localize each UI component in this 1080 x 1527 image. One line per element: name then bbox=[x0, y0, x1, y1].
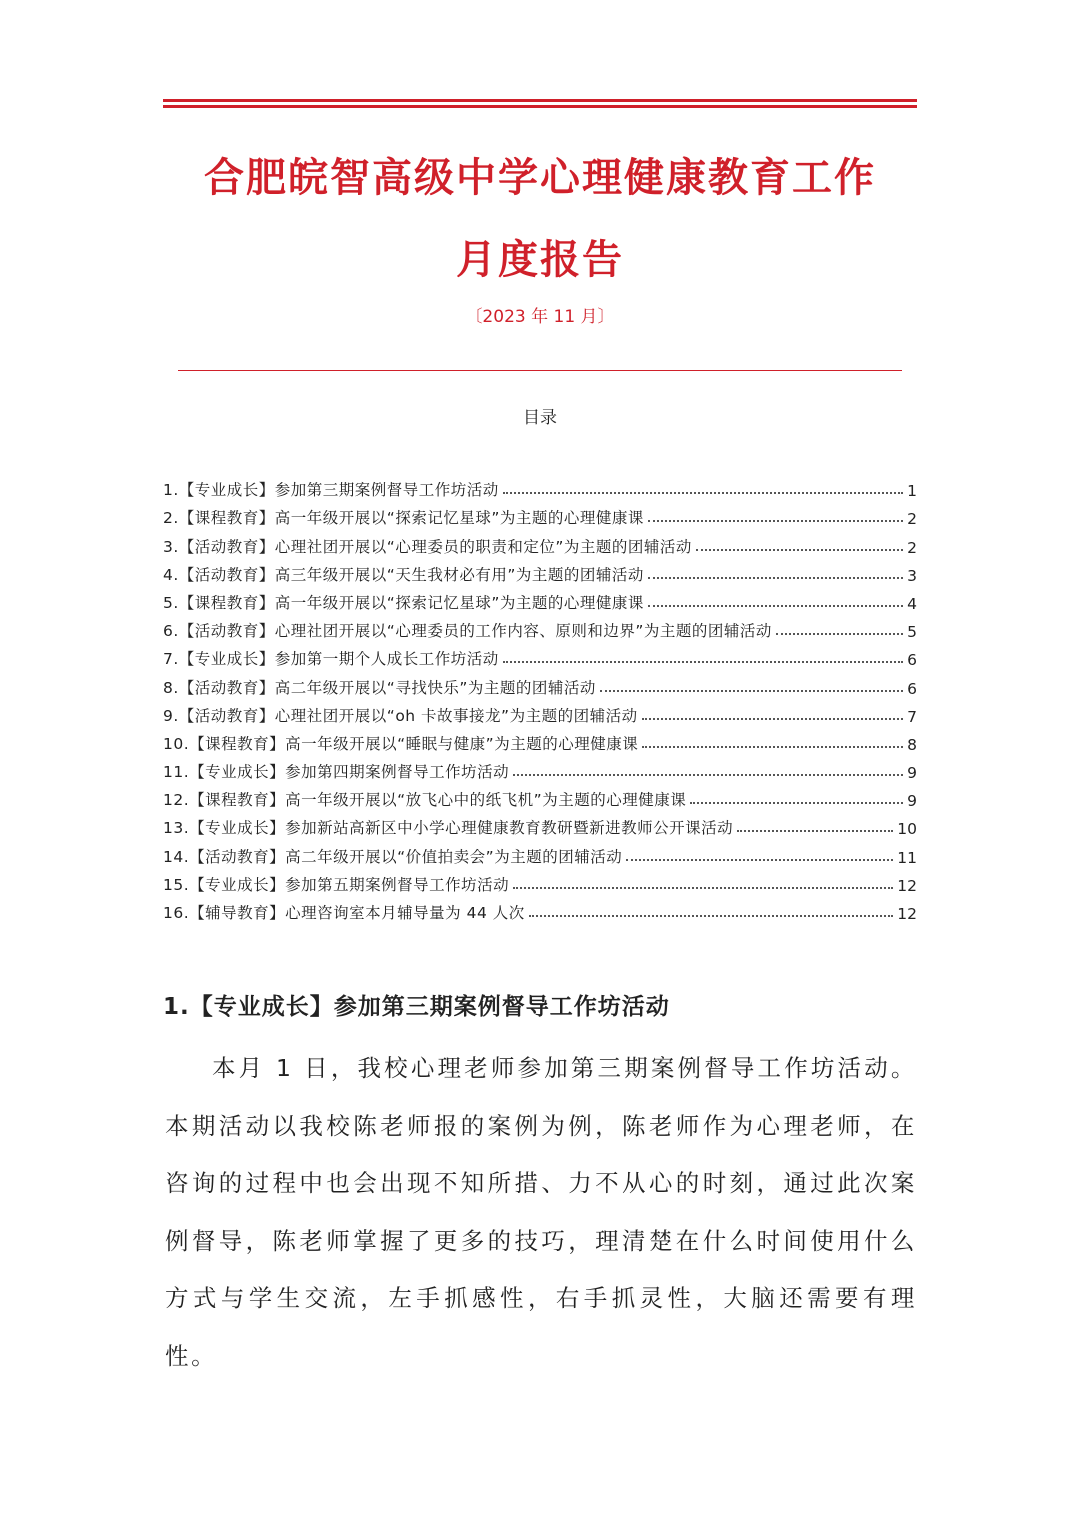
toc-page-number: 4 bbox=[907, 594, 917, 613]
toc-dot-leader bbox=[690, 802, 903, 804]
toc-entry[interactable] bbox=[163, 613, 917, 641]
toc-dot-leader bbox=[503, 492, 903, 494]
toc-page-number: 6 bbox=[907, 679, 917, 698]
section-paragraph: 本月 1 日，我校心理老师参加第三期案例督导工作坊活动。本期活动以我校陈老师报的案例为例，陈老师作为心理老师，在咨询的过程中也会出现不知所措、力不从心的时刻，通过此次案例督导，陈老师掌握了更多的技巧，理清楚在什么时间使用什么方式与学生交流，左手抓感性，右手抓灵性，大脑还需要有理性。 bbox=[165, 1054, 917, 1370]
toc-page-number: 6 bbox=[907, 651, 917, 670]
toc-entry[interactable] bbox=[163, 472, 917, 500]
toc-entry[interactable] bbox=[163, 867, 917, 895]
toc-page-number: 7 bbox=[907, 707, 917, 726]
toc-dot-leader bbox=[648, 520, 903, 522]
toc-entry[interactable] bbox=[163, 528, 917, 556]
toc-page-number: 3 bbox=[907, 566, 917, 585]
toc-dot-leader bbox=[696, 549, 903, 551]
toc-dot-leader bbox=[503, 661, 903, 663]
toc-page-number: 2 bbox=[907, 538, 917, 557]
toc-entry[interactable] bbox=[163, 810, 917, 838]
toc-dot-leader bbox=[648, 577, 903, 579]
toc-page-number: 10 bbox=[897, 820, 917, 839]
toc-entry-text: 6.【活动教育】心理社团开展以“心理委员的工作内容、原则和边界”为主题的团辅活动 bbox=[163, 622, 772, 641]
toc-dot-leader bbox=[737, 830, 893, 832]
toc-page-number: 12 bbox=[897, 905, 917, 923]
toc-entry[interactable] bbox=[163, 838, 917, 866]
toc-entry-text: 11.【专业成长】参加第四期案例督导工作坊活动 bbox=[163, 763, 510, 782]
toc-entry-text: 9.【活动教育】心理社团开展以“oh 卡故事接龙”为主题的团辅活动 bbox=[163, 706, 638, 725]
toc-entry-text: 10.【课程教育】高一年级开展以“睡眠与健康”为主题的心理健康课 bbox=[163, 734, 639, 753]
toc-dot-leader bbox=[642, 718, 904, 720]
toc-entry-text: 5.【课程教育】高一年级开展以“探索记忆星球”为主题的心理健康课 bbox=[163, 593, 644, 612]
toc-entry[interactable] bbox=[163, 500, 917, 528]
toc-entry-text: 4.【活动教育】高三年级开展以“天生我材必有用”为主题的团辅活动 bbox=[163, 565, 644, 584]
toc-entry-text: 12.【课程教育】高一年级开展以“放飞心中的纸飞机”为主题的心理健康课 bbox=[163, 791, 687, 810]
document-title-line1: 合肥皖智高级中学心理健康教育工作 bbox=[204, 154, 876, 201]
toc-entry[interactable] bbox=[163, 585, 917, 613]
toc-entry[interactable] bbox=[163, 726, 917, 754]
divider-line bbox=[178, 370, 902, 371]
toc-dot-leader bbox=[776, 633, 903, 635]
toc-dot-leader bbox=[626, 859, 893, 861]
toc-entry-text: 7.【专业成长】参加第一期个人成长工作坊活动 bbox=[163, 650, 499, 669]
header-double-rule-top bbox=[163, 99, 917, 102]
toc-entry-text: 8.【活动教育】高二年级开展以“寻找快乐”为主题的团辅活动 bbox=[163, 678, 596, 697]
toc-dot-leader bbox=[642, 746, 903, 748]
toc-page-number: 12 bbox=[897, 876, 917, 895]
header-double-rule-bottom bbox=[163, 105, 917, 108]
toc-heading: 目录 bbox=[523, 408, 557, 428]
toc-dot-leader bbox=[648, 605, 903, 607]
toc-dot-leader bbox=[513, 887, 893, 889]
toc-entry[interactable] bbox=[163, 557, 917, 585]
document-title-line2: 月度报告 bbox=[456, 236, 624, 283]
toc-page-number: 2 bbox=[907, 510, 917, 529]
toc-entry-text: 13.【专业成长】参加新站高新区中小学心理健康教育教研暨新进教师公开课活动 bbox=[163, 819, 734, 838]
toc-page-number: 5 bbox=[907, 623, 917, 642]
toc-dot-leader bbox=[529, 915, 894, 917]
toc-entry[interactable] bbox=[163, 895, 917, 923]
toc-entry-text: 14.【活动教育】高二年级开展以“价值拍卖会”为主题的团辅活动 bbox=[163, 847, 623, 866]
toc-entry-text: 1.【专业成长】参加第三期案例督导工作坊活动 bbox=[163, 481, 499, 500]
toc-entry[interactable] bbox=[163, 669, 917, 697]
toc-page-number: 8 bbox=[907, 735, 917, 754]
toc-page-number: 9 bbox=[907, 764, 917, 783]
toc-entry-text: 2.【课程教育】高一年级开展以“探索记忆星球”为主题的心理健康课 bbox=[163, 509, 644, 528]
toc-dot-leader bbox=[513, 774, 903, 776]
toc-entry[interactable] bbox=[163, 754, 917, 782]
report-date: 〔2023 年 11 月〕 bbox=[465, 307, 615, 327]
toc-page-number: 9 bbox=[907, 792, 917, 811]
toc-entry[interactable] bbox=[163, 698, 917, 726]
section-heading: 1.【专业成长】参加第三期案例督导工作坊活动 bbox=[163, 994, 670, 1020]
toc-entry[interactable] bbox=[163, 641, 917, 669]
toc-page-number: 1 bbox=[907, 482, 917, 501]
toc-entry[interactable] bbox=[163, 782, 917, 810]
toc-entry-text: 15.【专业成长】参加第五期案例督导工作坊活动 bbox=[163, 875, 510, 894]
toc-page-number: 11 bbox=[897, 848, 917, 867]
toc-entry-text: 3.【活动教育】心理社团开展以“心理委员的职责和定位”为主题的团辅活动 bbox=[163, 537, 692, 556]
toc-entry-text: 16.【辅导教育】心理咨询室本月辅导量为 44 人次 bbox=[163, 904, 525, 922]
toc-dot-leader bbox=[600, 690, 903, 692]
table-of-contents bbox=[163, 472, 917, 923]
